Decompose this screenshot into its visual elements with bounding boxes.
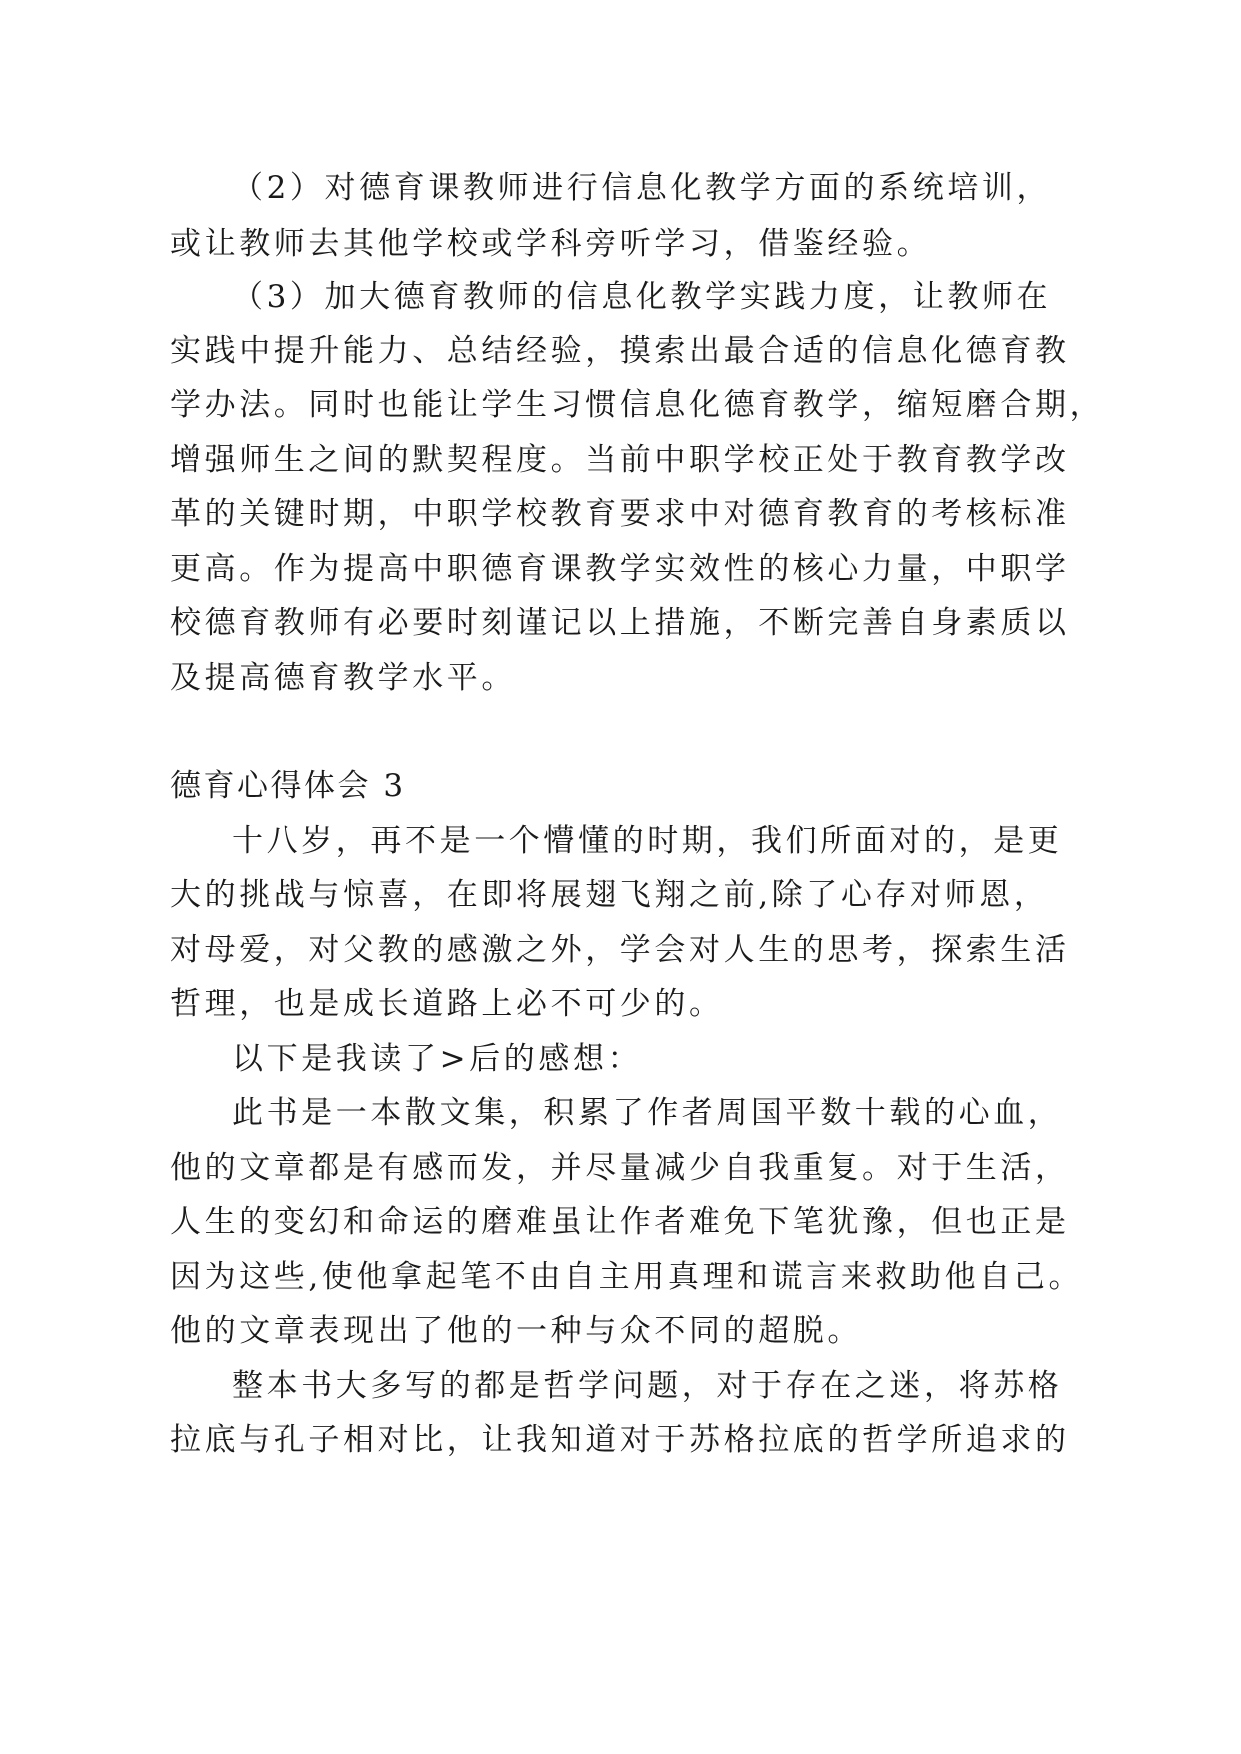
paragraph-6-line-4: 因为这些,使他拿起笔不由自主用真理和谎言来救助他自己。 — [170, 1259, 1084, 1295]
paragraph-3-line-5: 革的关键时期，中职学校教育要求中对德育教育的考核标准 — [170, 496, 1070, 532]
paragraph-6-line-5: 他的文章表现出了他的一种与众不同的超脱。 — [170, 1313, 862, 1349]
paragraph-6-line-3: 人生的变幻和命运的磨难虽让作者难免下笔犹豫，但也正是 — [170, 1204, 1070, 1240]
paragraph-3-line-7: 校德育教师有必要时刻谨记以上措施，不断完善自身素质以 — [170, 605, 1070, 641]
paragraph-3-line-2: 实践中提升能力、总结经验，摸索出最合适的信息化德育教 — [170, 333, 1070, 369]
paragraph-6-line-1: 此书是一本散文集，积累了作者周国平数十载的心血， — [232, 1095, 1063, 1131]
paragraph-3-line-3: 学办法。同时也能让学生习惯信息化德育教学，缩短磨合期， — [170, 387, 1105, 423]
paragraph-3-line-6: 更高。作为提高中职德育课教学实效性的核心力量，中职学 — [170, 551, 1070, 587]
paragraph-3-line-1: （3）加大德育教师的信息化教学实践力度，让教师在 — [232, 279, 1052, 315]
section-title: 德育心得体会 3 — [170, 768, 406, 804]
paragraph-2-line-2: 或让教师去其他学校或学科旁听学习，借鉴经验。 — [170, 226, 932, 262]
paragraph-4-line-3: 对母爱，对父教的感激之外，学会对人生的思考，探索生活 — [170, 932, 1070, 968]
paragraph-4-line-2: 大的挑战与惊喜，在即将展翅飞翔之前,除了心存对师恩， — [170, 877, 1049, 913]
paragraph-3-line-4: 增强师生之间的默契程度。当前中职学校正处于教育教学改 — [170, 442, 1070, 478]
paragraph-7-line-1: 整本书大多写的都是哲学问题，对于存在之迷，将苏格 — [232, 1368, 1063, 1404]
paragraph-5-line-1: 以下是我读了>后的感想： — [232, 1041, 643, 1077]
paragraph-7-line-2: 拉底与孔子相对比，让我知道对于苏格拉底的哲学所追求的 — [170, 1422, 1070, 1458]
paragraph-3-line-8: 及提高德育教学水平。 — [170, 660, 516, 696]
paragraph-6-line-2: 他的文章都是有感而发，并尽量减少自我重复。对于生活， — [170, 1150, 1070, 1186]
paragraph-2-line-1: （2）对德育课教师进行信息化教学方面的系统培训， — [232, 170, 1052, 206]
paragraph-4-line-1: 十八岁，再不是一个懵懂的时期，我们所面对的，是更 — [232, 823, 1063, 859]
paragraph-4-line-4: 哲理，也是成长道路上必不可少的。 — [170, 986, 724, 1022]
